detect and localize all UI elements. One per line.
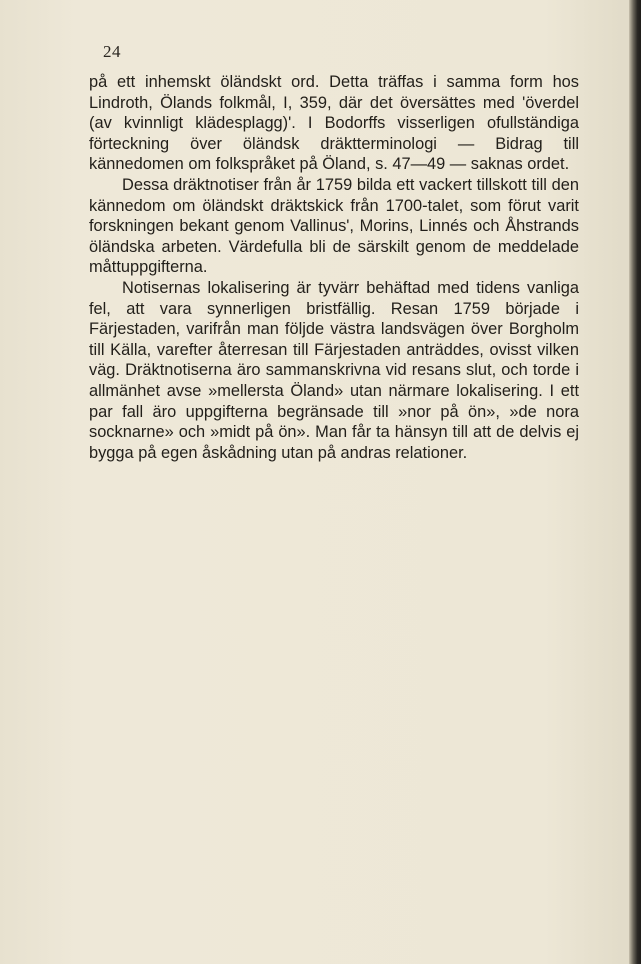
paragraph-3: Notisernas lokalisering är tyvärr behäftad med tidens vanliga fel, att vara synnerligen bristfällig. Resan 1759 började i Färjestaden, varifrån man följde västra landsvägen över Borgholm till Källa, varefter återresan till Färjestaden anträddes, ovisst vilken väg. Dräktnotiserna äro sammanskrivna vid resans slut, och torde i allmänhet avse »mellersta Öland» utan närmare lokalisering. I ett par fall äro uppgifterna begränsade till »nor på ön», »de nora socknarne» och »midt på ön». Man får ta hänsyn till att de delvis ej bygga på egen åskådning utan på andras relationer. bbox=[89, 278, 579, 462]
binding-edge bbox=[629, 0, 641, 964]
paragraph-1: på ett inhemskt öländskt ord. Detta träffas i samma form hos Lindroth, Ölands folkmål, I, 359, där det översättes med 'överdel (av kvinnligt klädesplagg)'. I Bodorffs visserligen ofullständiga förteckning över öländsk dräktterminologi — Bidrag till kännedomen om folkspråket på Öland, s. 47—49 — saknas ordet. bbox=[89, 73, 579, 174]
page-number: 24 bbox=[103, 42, 121, 61]
paragraph-2: Dessa dräktnotiser från år 1759 bilda ett vackert tillskott till den kännedom om öländskt dräktskick från 1700-talet, som förut varit forskningen bekant genom Vallinus', Morins, Linnés och Åhstrands öländska arbeten. Värdefulla bli de särskilt genom de meddelade måttuppgifterna. bbox=[89, 175, 579, 277]
body-text bbox=[89, 72, 579, 463]
